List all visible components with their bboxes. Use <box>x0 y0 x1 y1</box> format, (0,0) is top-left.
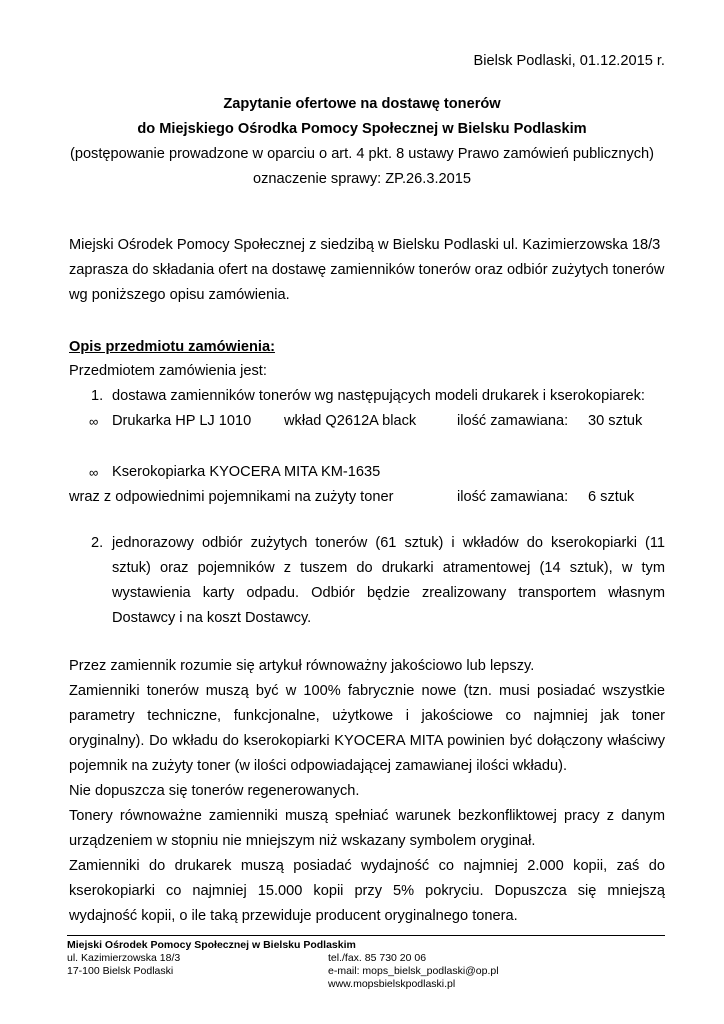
description-heading: Opis przedmiotu zamówienia: <box>69 339 275 355</box>
footer-divider <box>67 935 665 936</box>
subject-intro: Przedmiotem zamówienia jest: <box>69 363 267 379</box>
copier-note: wraz z odpowiednimi pojemnikami na zużyty toner <box>69 489 394 505</box>
body-line: pojemnik na zużyty toner (w ilości odpowiadającej zamawianej ilości wkładu). <box>69 758 568 774</box>
item-text-line: Dostawcy i na koszt Dostawcy. <box>112 610 312 626</box>
footer-org-name: Miejski Ośrodek Pomocy Społecznej w Bielsku Podlaskim <box>67 939 356 951</box>
footer-street: ul. Kazimierzowska 18/3 <box>67 952 181 964</box>
body-line: Nie dopuszcza się tonerów regenerowanych. <box>69 783 360 799</box>
copier-qty: 6 sztuk <box>588 489 635 505</box>
intro-line: zaprasza do składania ofert na dostawę zamienników tonerów oraz odbiór zużytych tonerów <box>69 262 665 278</box>
printer-qty-label: ilość zamawiana: <box>457 413 569 429</box>
footer-email: e-mail: mops_bielsk_podlaski@op.pl <box>328 965 499 977</box>
body-line: oryginalny). Do wkładu do kserokopiarki KYOCERA MITA powinien być dołączony właściwy <box>69 733 665 749</box>
body-line: Przez zamiennik rozumie się artykuł równoważny jakościowo lub lepszy. <box>69 658 535 674</box>
item-number: 2. <box>91 535 104 551</box>
printer-cartridge: wkład Q2612A black <box>284 413 417 429</box>
printer-qty: 30 sztuk <box>588 413 643 429</box>
copier-qty-label: ilość zamawiana: <box>457 489 569 505</box>
body-line: Zamienniki do drukarek muszą posiadać wydajność co najmniej 2.000 kopii, zaś do <box>69 858 665 874</box>
item-text-line: wystawienia karty odpadu. Odbiór będzie zrealizowany transportem własnym <box>112 585 665 601</box>
printer-model: Drukarka HP LJ 1010 <box>112 413 252 429</box>
case-reference: oznaczenie sprawy: ZP.26.3.2015 <box>253 171 471 187</box>
body-line: Zamienniki tonerów muszą być w 100% fabrycznie nowe (tzn. musi posiadać wszystkie <box>69 683 665 699</box>
bullet-icon: ∞ <box>89 414 99 429</box>
document-title-recipient: do Miejskiego Ośrodka Pomocy Społecznej w Bielsku Podlaskim <box>137 121 587 137</box>
item-text: dostawa zamienników tonerów wg następujących modeli drukarek i kserokopiarek: <box>112 388 645 404</box>
item-text-line: sztuk) oraz pojemników z tuszem do drukarki atramentowej (14 sztuk), w tym <box>112 560 665 576</box>
footer-website: www.mopsbielskpodlaski.pl <box>328 978 456 990</box>
date-line: Bielsk Podlaski, 01.12.2015 r. <box>473 53 665 69</box>
item-text-line: jednorazowy odbiór zużytych tonerów (61 sztuk) i wkładów do kserokopiarki (11 <box>112 535 665 551</box>
footer-city: 17-100 Bielsk Podlaski <box>67 965 174 977</box>
bullet-icon: ∞ <box>89 465 99 480</box>
intro-line: wg poniższego opisu zamówienia. <box>69 287 290 303</box>
body-line: parametry techniczne, funkcjonalne, użytkowe i jakościowe co najmniej jak toner <box>69 708 665 724</box>
body-line: Tonery równoważne zamienniki muszą spełniać warunek bezkonfliktowej pracy z danym <box>69 808 665 824</box>
item-number: 1. <box>91 388 104 404</box>
body-line: urządzeniem w stopniu nie mniejszym niż wskazany symbolem oryginał. <box>69 833 536 849</box>
body-line: kserokopiarki co najmniej 15.000 kopii przy 5% pokryciu. Dopuszcza się mniejszą <box>69 883 665 899</box>
procedure-note: (postępowanie prowadzone w oparciu o art. 4 pkt. 8 ustawy Prawo zamówień publicznych) <box>69 146 655 162</box>
copier-model: Kserokopiarka KYOCERA MITA KM-1635 <box>112 464 381 480</box>
document-title: Zapytanie ofertowe na dostawę tonerów <box>223 96 501 112</box>
body-line: wydajność kopii, o ile taką przewiduje producent oryginalnego tonera. <box>69 908 518 924</box>
intro-line: Miejski Ośrodek Pomocy Społecznej z siedzibą w Bielsku Podlaski ul. Kazimierzowska 18/3 <box>69 237 661 253</box>
footer-phone: tel./fax. 85 730 20 06 <box>328 952 427 964</box>
